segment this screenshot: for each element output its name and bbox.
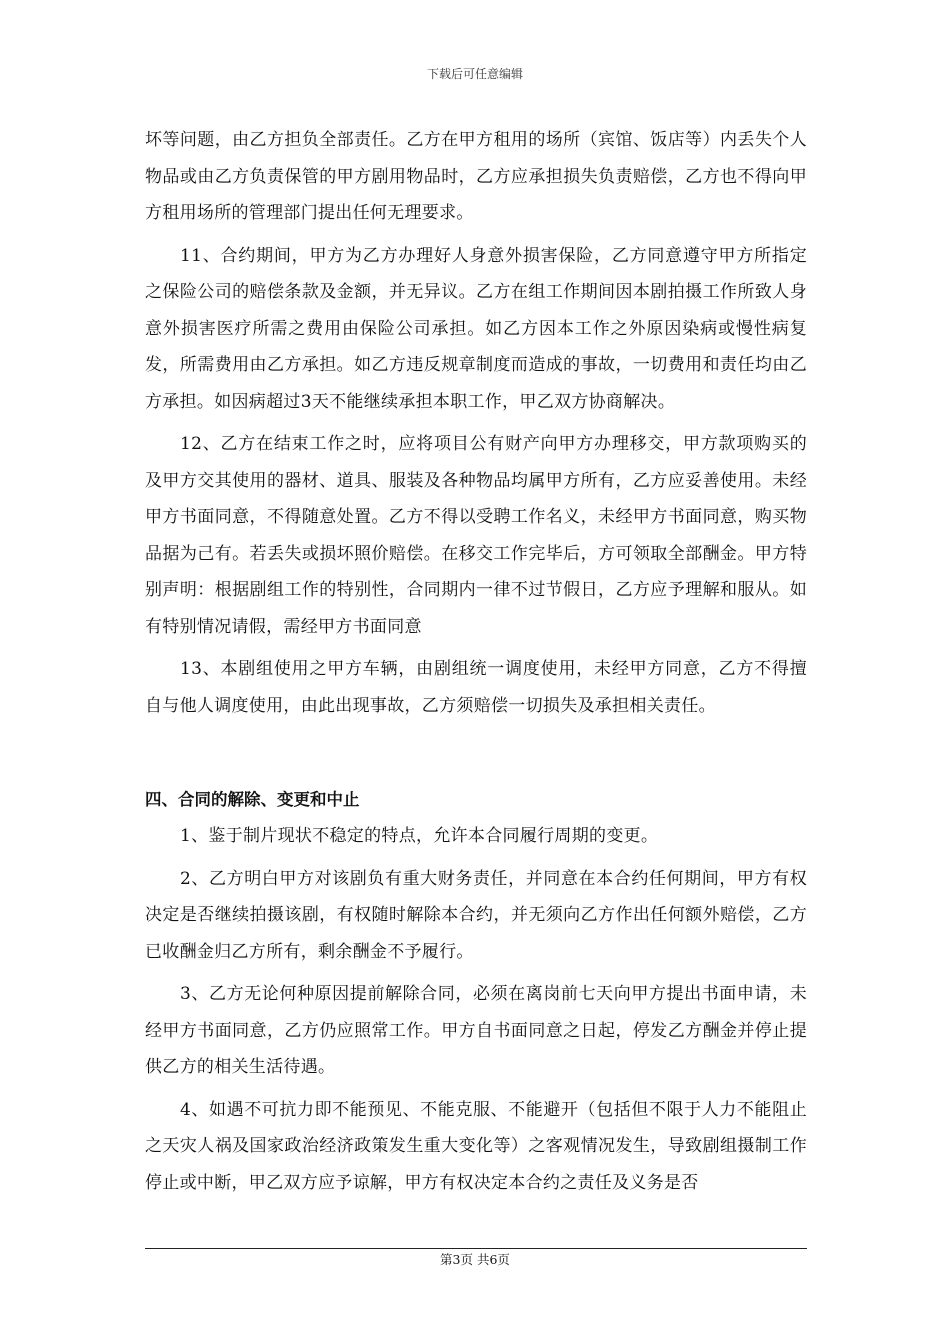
footer-divider — [145, 1248, 807, 1249]
clause-12: 12、乙方在结束工作之时，应将项目公有财产向甲方办理移交，甲方款项购买的及甲方交其使用的器材、道具、服装及各种物品均属甲方所有，乙方应妥善使用。未经甲方书面同意，不得随意处置。乙方不得以受聘工作名义，未经甲方书面同意，购买物品据为己有。若丢失或损坏照价赔偿。在移交工作完毕后，方可领取全部酬金。甲方特别声明：根据剧组工作的特别性，合同期内一律不过节假日，乙方应予理解和服从。如有特别情况请假，需经甲方书面同意 — [145, 434, 807, 637]
section-clause-3: 3、乙方无论何种原因提前解除合同，必须在离岗前七天向甲方提出书面申请，未经甲方书面同意，乙方仍应照常工作。甲方自书面同意之日起，停发乙方酬金并停止提供乙方的相关生活待遇。 — [145, 984, 807, 1077]
section-clause-4: 4、如遇不可抗力即不能预见、不能克服、不能避开（包括但不限于人力不能阻止之天灾人祸及国家政治经济政策发生重大变化等）之客观情况发生，导致剧组摄制工作停止或中断，甲乙双方应予谅解，甲方有权决定本合约之责任及义务是否 — [145, 1099, 807, 1193]
page-number: 第3页 共6页 — [440, 1252, 510, 1267]
clause-13: 13、本剧组使用之甲方车辆，由剧组统一调度使用，未经甲方同意，乙方不得擅自与他人调度使用，由此出现事故，乙方须赔偿一切损失及承担相关责任。 — [145, 659, 807, 716]
document-body — [145, 122, 807, 1201]
section-title: 四、合同的解除、变更和中止 — [145, 790, 360, 809]
section-clause-1: 1、鉴于制片现状不稳定的特点，允许本合同履行周期的变更。 — [180, 826, 659, 846]
paragraph-continued: 坏等问题，由乙方担负全部责任。乙方在甲方租用的场所（宾馆、饭店等）内丢失个人物品或由乙方负责保管的甲方剧用物品时，乙方应承担损失负责赔偿，乙方也不得向甲方租用场所的管理部门提出任何无理要求。 — [145, 130, 807, 223]
page-header: 下载后可任意编辑 — [426, 67, 523, 81]
section-clause-2: 2、乙方明白甲方对该剧负有重大财务责任，并同意在本合约任何期间，甲方有权决定是否继续拍摄该剧，有权随时解除本合约，并无须向乙方作出任何额外赔偿，乙方已收酬金归乙方所有，剩余酬金不予履行。 — [145, 868, 807, 962]
clause-11: 11、合约期间，甲方为乙方办理好人身意外损害保险，乙方同意遵守甲方所指定之保险公司的赔偿条款及金额，并无异议。乙方在组工作期间因本剧拍摄工作所致人身意外损害医疗所需之费用由保险公司承担。如乙方因本工作之外原因染病或慢性病复发，所需费用由乙方承担。如乙方违反规章制度而造成的事故，一切费用和责任均由乙方承担。如因病超过3天不能继续承担本职工作，甲乙双方协商解决。 — [145, 245, 807, 412]
